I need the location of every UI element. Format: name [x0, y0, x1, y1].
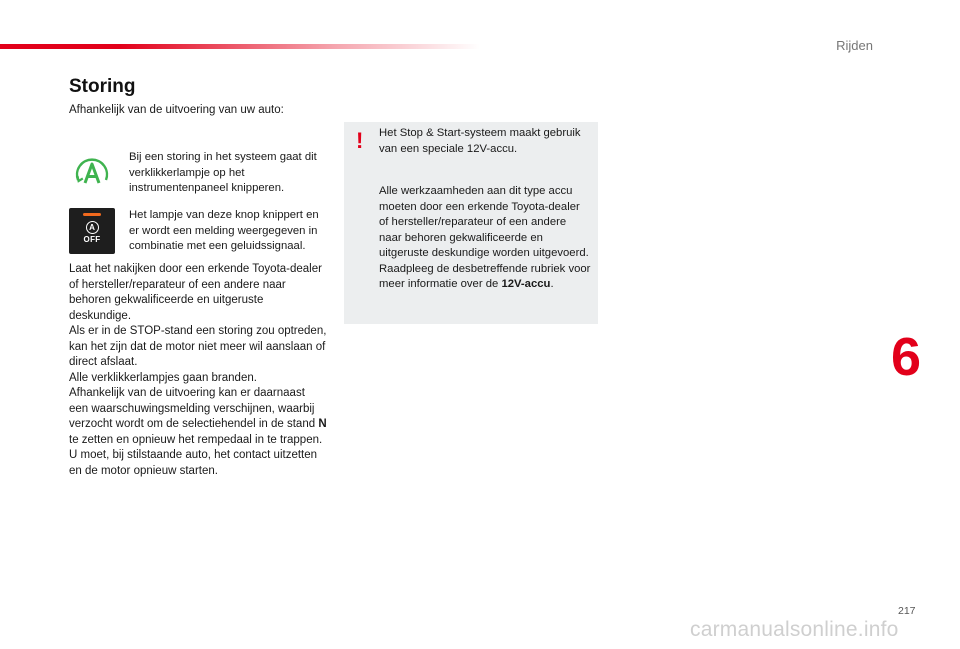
- watermark: carmanualsonline.info: [690, 618, 899, 641]
- exclamation-icon: !: [356, 128, 364, 153]
- section-title: Rijden: [836, 38, 873, 53]
- notice-para2-text: Alle werkzaamheden aan dit type accu moeten door een erkende Toyota-dealer of hersteller/reparateur of een andere naar behoren gekwalificeerde en uitgeruste deskundige worden uitgevoerd. Raadpleeg de desbetreffende rubriek voor meer informatie over de: [379, 185, 591, 290]
- button-a-symbol: A: [86, 221, 99, 234]
- button-lamp-text: Het lampje van deze knop knippert en er wordt een melding weergegeven in combinatie met een geluidssignaal.: [129, 209, 319, 252]
- instructions-part2: te zetten en opnieuw het rempedaal in te trappen. U moet, bij stilstaande auto, het contact uitzetten en de motor opnieuw starten.: [69, 433, 323, 477]
- page-number: 217: [898, 605, 916, 617]
- fault-instructions: [69, 262, 327, 479]
- notice-para2: [379, 184, 591, 293]
- notice-battery-ref: 12V-accu: [501, 278, 551, 290]
- stop-start-off-button-icon: [69, 208, 115, 254]
- instructions-part1: Laat het nakijken door een erkende Toyota-dealer of hersteller/reparateur of een andere naar behoren gekwalificeerde en uitgeruste deskundige. Als er in de STOP-stand een storing zou optreden, kan het zijn dat de motor niet meer wil aanslaan of direct afslaat. Alle verklikkerlampjes gaan branden. Afhankelijk van de uitvoering kan er daarnaast een waarschuwingsmelding verschijnen, waarbij verzocht wordt om de selectiehendel in de stand: [69, 263, 327, 430]
- warning-lamp-row: [69, 150, 325, 198]
- chapter-number: 6: [891, 327, 922, 387]
- notice-para1: Het Stop & Start-systeem maakt gebruik van een speciale 12V-accu.: [379, 127, 581, 155]
- gear-position-n: N: [318, 418, 327, 430]
- page-title: Storing: [69, 76, 136, 97]
- button-indicator-led: [83, 213, 101, 216]
- warning-lamp-text: Bij een storing in het systeem gaat dit verklikkerlampje op het instrumentenpaneel knipperen.: [129, 151, 317, 194]
- intro-text: Afhankelijk van de uitvoering van uw auto:: [69, 104, 284, 116]
- auto-stop-warning-lamp-icon: [69, 150, 115, 196]
- button-off-label: OFF: [83, 235, 101, 244]
- stop-start-button-row: [69, 208, 325, 256]
- header-accent-bar: [0, 44, 480, 49]
- battery-notice-box: [344, 122, 598, 324]
- notice-para2-end: .: [550, 278, 554, 290]
